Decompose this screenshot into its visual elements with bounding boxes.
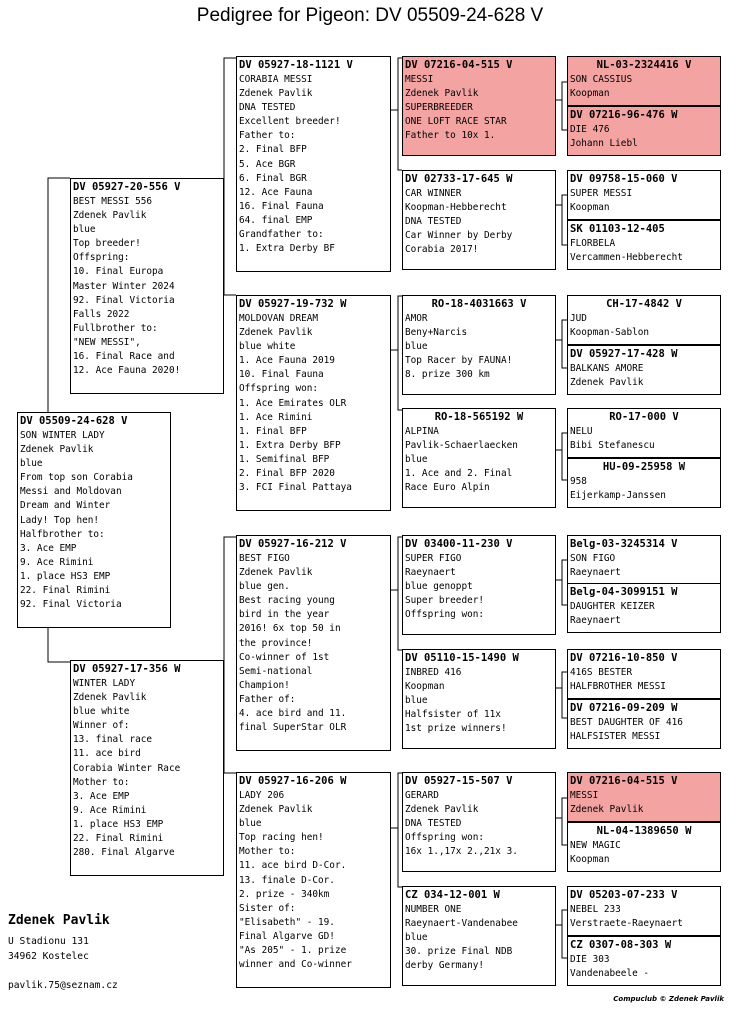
pigeon-name: NEBEL 233	[570, 904, 621, 915]
info-line: 5. Ace BGR	[239, 158, 296, 170]
info-line: Zdenek Pavlik	[239, 327, 313, 339]
ring-number: CH-17-4842 V	[606, 298, 682, 310]
info-line: Raeynaert-Vandenabee	[405, 918, 518, 930]
info-line: 16x 1.,17x 2.,21x 3.	[405, 846, 518, 858]
pigeon-name: SON CASSIUS	[570, 74, 633, 85]
info-line: Zdenek Pavlik	[20, 444, 94, 456]
gg-grandparent-card-1[interactable]	[567, 56, 721, 106]
info-line: 13. finale D-Cor.	[239, 874, 335, 886]
info-line: 92. Final Victoria	[73, 294, 175, 306]
info-line: ONE LOFT RACE STAR	[405, 116, 507, 128]
ring-number: DV 07216-04-515 V	[405, 59, 513, 71]
info-line: Pavlik-Schaerlaecken	[405, 440, 518, 452]
pigeon-name: JUD	[570, 313, 587, 324]
pigeon-name: MOLDOVAN DREAM	[239, 313, 319, 324]
info-line: 12. Ace Fauna 2020!	[73, 365, 181, 377]
pigeon-name: DIE 476	[570, 124, 610, 135]
info-line: 9. Ace Rimini	[20, 556, 94, 568]
info-line: Corabia 2017!	[405, 244, 479, 256]
info-line: blue	[405, 695, 428, 707]
info-line: 11. ace bird	[73, 748, 141, 760]
info-line: 22. Final Rimini	[20, 585, 111, 597]
info-line: Fullbrother to:	[73, 322, 158, 334]
father-pigeon-card[interactable]	[70, 178, 224, 394]
info-line: Best racing young	[239, 595, 335, 607]
info-line: blue white	[239, 341, 296, 353]
info-line: Raeynaert	[405, 567, 456, 579]
info-line: 1. Ace and 2. Final	[405, 468, 513, 480]
great-grandparent-card-ffm[interactable]	[402, 170, 556, 270]
info-line: Father of:	[239, 693, 296, 705]
gg-grandparent-card-5[interactable]	[567, 295, 721, 345]
info-line: Zdenek Pavlik	[239, 804, 313, 816]
info-line: 22. Final Rimini	[73, 833, 164, 845]
info-line: 64. final EMP	[239, 214, 313, 226]
info-line: Koopman	[570, 88, 610, 100]
ring-number: DV 07216-96-476 W	[570, 109, 678, 121]
info-line: Koopman-Sablon	[570, 327, 650, 339]
info-line: Champion!	[239, 679, 290, 691]
gg-grandparent-card-9[interactable]	[567, 535, 721, 585]
info-line: DNA TESTED	[405, 216, 462, 228]
ring-number: DV 05927-17-428 W	[570, 348, 678, 360]
pigeon-name: BEST MESSI 556	[73, 196, 153, 207]
pigeon-name: GERARD	[405, 790, 439, 801]
grandfather-maternal-card[interactable]	[236, 535, 391, 751]
info-line: Father to:	[239, 130, 296, 142]
info-line: 4. ace bird and 11.	[239, 708, 347, 720]
info-line: DNA TESTED	[405, 818, 462, 830]
page-title: Pedigree for Pigeon: DV 05509-24-628 V	[196, 5, 544, 26]
info-line: Zdenek Pavlik	[73, 692, 147, 704]
info-line: Raeynaert	[570, 615, 621, 627]
great-grandparent-card-mmm[interactable]	[402, 886, 556, 986]
info-line: Zdenek Pavlik	[405, 88, 479, 100]
info-line: bird in the year	[239, 609, 330, 621]
pigeon-name: CORABIA MESSI	[239, 74, 313, 85]
info-line: 1. Extra Derby BF	[239, 243, 335, 255]
breeder-city: 34962 Kostelec	[8, 951, 89, 962]
info-line: 9. Ace Rimini	[73, 804, 147, 816]
info-line: 13. final race	[73, 734, 153, 746]
ring-number: DV 05203-07-233 V	[570, 889, 678, 901]
info-line: blue genoppt	[405, 581, 473, 593]
ring-number: DV 05927-20-556 V	[73, 181, 181, 193]
ring-number: DV 05927-18-1121 V	[239, 59, 353, 71]
ring-number: DV 05927-19-732 W	[239, 298, 347, 310]
gg-grandparent-card-15[interactable]	[567, 886, 721, 936]
ring-number: RO-18-4031663 V	[431, 298, 527, 310]
info-line: Halfbrother to:	[20, 528, 105, 540]
info-line: Top racing hen!	[239, 832, 324, 844]
ring-number: DV 05927-17-356 W	[73, 663, 181, 675]
info-line: 1. Ace Rimini	[239, 411, 313, 423]
info-line: Father to 10x 1.	[405, 130, 496, 142]
info-line: Zdenek Pavlik	[239, 88, 313, 100]
info-line: SUPERBREEDER	[405, 102, 473, 114]
ring-number: DV 05927-15-507 V	[405, 775, 513, 787]
info-line: final SuperStar OLR	[239, 722, 347, 734]
info-line: Master Winter 2024	[73, 280, 175, 292]
info-line: Excellent breeder!	[239, 116, 341, 128]
gg-grandparent-card-6[interactable]	[567, 345, 721, 395]
info-line: Final Algarve GD!	[239, 930, 335, 942]
ring-number: NL-03-2324416 V	[596, 59, 692, 71]
info-line: HALFBROTHER MESSI	[570, 681, 666, 693]
pigeon-name: SON WINTER LADY	[20, 430, 105, 441]
ring-number: Belg-04-3099151 W	[570, 586, 678, 598]
info-line: 3. Ace EMP	[20, 542, 77, 554]
info-line: blue	[405, 454, 428, 466]
footer-credit: Compuclub © Zdenek Pavlik	[613, 995, 724, 1003]
info-line: 1st prize winners!	[405, 723, 507, 735]
info-line: "NEW MESSI",	[73, 336, 141, 348]
info-line: Zdenek Pavlik	[73, 210, 147, 222]
gg-grandparent-card-13[interactable]	[567, 772, 721, 822]
pigeon-name: NELU	[570, 426, 593, 437]
pigeon-name: 958	[570, 476, 587, 487]
info-line: Koopman	[570, 202, 610, 214]
info-line: Beny+Narcis	[405, 327, 468, 339]
info-line: From top son Corabia	[20, 472, 133, 484]
info-line: "As 205" - 1. prize	[239, 945, 347, 957]
info-line: Verstraete-Raeynaert	[570, 918, 683, 930]
pigeon-name: MESSI	[405, 74, 434, 85]
info-line: HALFSISTER MESSI	[570, 731, 661, 743]
grandmother-paternal-card[interactable]	[236, 295, 391, 511]
gg-grandparent-card-12[interactable]	[567, 699, 721, 749]
info-line: Koopman-Hebberecht	[405, 202, 507, 214]
gg-grandparent-card-2[interactable]	[567, 106, 721, 156]
info-line: 1. Ace Fauna 2019	[239, 355, 335, 367]
info-line: Top breeder!	[73, 238, 141, 250]
great-grandparent-card-mmf[interactable]	[402, 772, 556, 872]
info-line: Corabia Winter Race	[73, 762, 181, 774]
info-line: Raeynaert	[570, 567, 621, 579]
info-line: Zdenek Pavlik	[239, 567, 313, 579]
gg-grandparent-card-10[interactable]	[567, 583, 721, 633]
info-line: "Elisabeth" - 19.	[239, 916, 335, 928]
breeder-street: U Stadionu 131	[8, 936, 89, 947]
pigeon-name: BEST FIGO	[239, 553, 290, 564]
ring-number: DV 07216-10-850 V	[570, 652, 678, 664]
mother-pigeon-card[interactable]	[70, 660, 224, 876]
pigeon-name: BEST DAUGHTER OF 416	[570, 717, 683, 728]
pigeon-name: WINTER LADY	[73, 678, 136, 689]
ring-number: CZ 034-12-001 W	[405, 889, 500, 901]
info-line: the province!	[239, 637, 313, 649]
info-line: Lady! Top hen!	[20, 514, 100, 526]
info-line: Race Euro Alpin	[405, 482, 490, 494]
info-line: 16. Final Race and	[73, 351, 175, 363]
info-line: 1. Semifinal BFP	[239, 453, 330, 465]
ring-number: DV 05927-16-206 W	[239, 775, 347, 787]
info-line: 1. Final BFP	[239, 425, 307, 437]
ring-number: DV 05927-16-212 V	[239, 538, 347, 550]
info-line: Offspring won:	[405, 832, 485, 844]
gg-grandparent-card-4[interactable]	[567, 220, 721, 270]
pigeon-name: NUMBER ONE	[405, 904, 462, 915]
info-line: 1. place HS3 EMP	[73, 818, 164, 830]
info-line: 12. Ace Fauna	[239, 186, 313, 198]
info-line: 2. Final BFP 2020	[239, 468, 335, 480]
great-grandparent-card-fmf[interactable]	[402, 295, 556, 395]
breeder-info	[8, 913, 158, 991]
info-line: blue	[405, 341, 428, 353]
pigeon-name: CAR WINNER	[405, 188, 462, 199]
ring-number: RO-17-000 V	[609, 411, 679, 423]
info-line: 30. prize Final NDB	[405, 946, 513, 958]
info-line: blue	[239, 818, 262, 830]
pigeon-name: LADY 206	[239, 790, 285, 801]
info-line: blue gen.	[239, 581, 290, 593]
info-line: 2. prize - 340km	[239, 888, 330, 900]
info-line: 1. Extra Derby BFP	[239, 439, 341, 451]
info-line: Sister of:	[239, 902, 296, 914]
info-line: Top Racer by FAUNA!	[405, 355, 513, 367]
pigeon-name: ALPINA	[405, 426, 439, 437]
info-line: Vandenabeele -	[570, 968, 650, 980]
info-line: 16. Final Fauna	[239, 200, 324, 212]
gg-grandparent-card-11[interactable]	[567, 649, 721, 699]
info-line: Johann Liebl	[570, 138, 638, 150]
info-line: 2. Final BFP	[239, 144, 307, 156]
info-line: Offspring won:	[405, 609, 485, 621]
info-line: Dream and Winter	[20, 500, 111, 512]
info-line: Messi and Moldovan	[20, 486, 122, 498]
info-line: 3. Ace EMP	[73, 790, 130, 802]
pigeon-name: BALKANS AMORE	[570, 363, 644, 374]
ring-number: HU-09-25958 W	[602, 461, 686, 473]
info-line: 280. Final Algarve	[73, 847, 175, 859]
pigeon-name: SUPER MESSI	[570, 188, 633, 199]
great-grandparent-card-fff[interactable]	[402, 56, 556, 156]
info-line: 1. place HS3 EMP	[20, 570, 111, 582]
info-line: Eijerkamp-Janssen	[570, 490, 666, 502]
gg-grandparent-card-8[interactable]	[567, 458, 721, 508]
ring-number: NL-04-1389650 W	[596, 825, 692, 837]
info-line: Zdenek Pavlik	[405, 804, 479, 816]
gg-grandparent-card-3[interactable]	[567, 170, 721, 220]
info-line: winner and Co-winner	[239, 959, 352, 971]
info-line: 6. Final BGR	[239, 172, 307, 184]
breeder-email[interactable]: pavlik.75@seznam.cz	[8, 980, 118, 991]
info-line: Offspring won:	[239, 383, 319, 395]
subject-pigeon-card[interactable]	[17, 412, 171, 628]
pigeon-name: AMOR	[405, 313, 428, 324]
ring-number: DV 05509-24-628 V	[20, 415, 128, 427]
info-line: blue	[20, 458, 43, 470]
info-line: 1. Ace Emirates OLR	[239, 397, 347, 409]
ring-number: DV 05110-15-1490 W	[405, 652, 519, 664]
info-line: Super breeder!	[405, 595, 485, 607]
info-line: Bibi Stefanescu	[570, 440, 655, 452]
pigeon-name: 416S BESTER	[570, 667, 633, 678]
ring-number: Belg-03-3245314 V	[570, 538, 678, 550]
info-line: Semi-national	[239, 665, 313, 677]
ring-number: DV 07216-04-515 V	[570, 775, 678, 787]
info-line: Zdenek Pavlik	[570, 377, 644, 389]
pigeon-name: MESSI	[570, 790, 599, 801]
info-line: Vercammen-Hebberecht	[570, 252, 683, 264]
info-line: Koopman	[570, 854, 610, 866]
info-line: blue	[405, 932, 428, 944]
info-line: 3. FCI Final Pattaya	[239, 482, 352, 494]
info-line: blue white	[73, 706, 130, 718]
gg-grandparent-card-7[interactable]	[567, 408, 721, 458]
pigeon-name: INBRED 416	[405, 667, 462, 678]
info-line: Koopman	[405, 681, 445, 693]
info-line: Offspring:	[73, 252, 130, 264]
ring-number: DV 09758-15-060 V	[570, 173, 678, 185]
gg-grandparent-card-16[interactable]	[567, 936, 721, 986]
info-line: DNA TESTED	[239, 102, 296, 114]
pigeon-name: NEW MAGIC	[570, 840, 621, 851]
info-line: Co-winner of 1st	[239, 651, 330, 663]
info-line: 10. Final Europa	[73, 266, 164, 278]
ring-number: DV 07216-09-209 W	[570, 702, 678, 714]
ring-number: SK 01103-12-405	[570, 223, 665, 235]
great-grandparent-card-fmm[interactable]	[402, 408, 556, 508]
info-line: Winner of:	[73, 720, 130, 732]
info-line: 11. ace bird D-Cor.	[239, 860, 347, 872]
grandmother-maternal-card[interactable]	[236, 772, 391, 988]
pigeon-name: FLORBELA	[570, 238, 616, 249]
gg-grandparent-card-14[interactable]	[567, 822, 721, 872]
info-line: Car Winner by Derby	[405, 230, 513, 242]
info-line: 10. Final Fauna	[239, 369, 324, 381]
info-line: Mother to:	[239, 846, 296, 858]
ring-number: CZ 0307-08-303 W	[570, 939, 672, 951]
info-line: 92. Final Victoria	[20, 599, 122, 611]
grandfather-paternal-card[interactable]	[236, 56, 391, 272]
info-line: Grandfather to:	[239, 229, 324, 241]
pigeon-name: SUPER FIGO	[405, 553, 462, 564]
pigeon-name: DIE 303	[570, 954, 610, 965]
info-line: Mother to:	[73, 776, 130, 788]
ring-number: DV 03400-11-230 V	[405, 538, 513, 550]
info-line: Halfsister of 11x	[405, 709, 501, 721]
pigeon-name: SON FIGO	[570, 553, 616, 564]
info-line: derby Germany!	[405, 960, 485, 972]
info-line: 2016! 6x top 50 in	[239, 623, 341, 635]
great-grandparent-card-mfm[interactable]	[402, 649, 556, 749]
pigeon-name: DAUGHTER KEIZER	[570, 601, 655, 612]
info-line: 8. prize 300 km	[405, 369, 490, 381]
info-line: Falls 2022	[73, 308, 130, 320]
info-line: blue	[73, 224, 96, 236]
info-line: Zdenek Pavlik	[570, 804, 644, 816]
ring-number: RO-18-565192 W	[434, 411, 524, 423]
ring-number: DV 02733-17-645 W	[405, 173, 513, 185]
great-grandparent-card-mff[interactable]	[402, 535, 556, 635]
breeder-name: Zdenek Pavlik	[8, 913, 110, 928]
